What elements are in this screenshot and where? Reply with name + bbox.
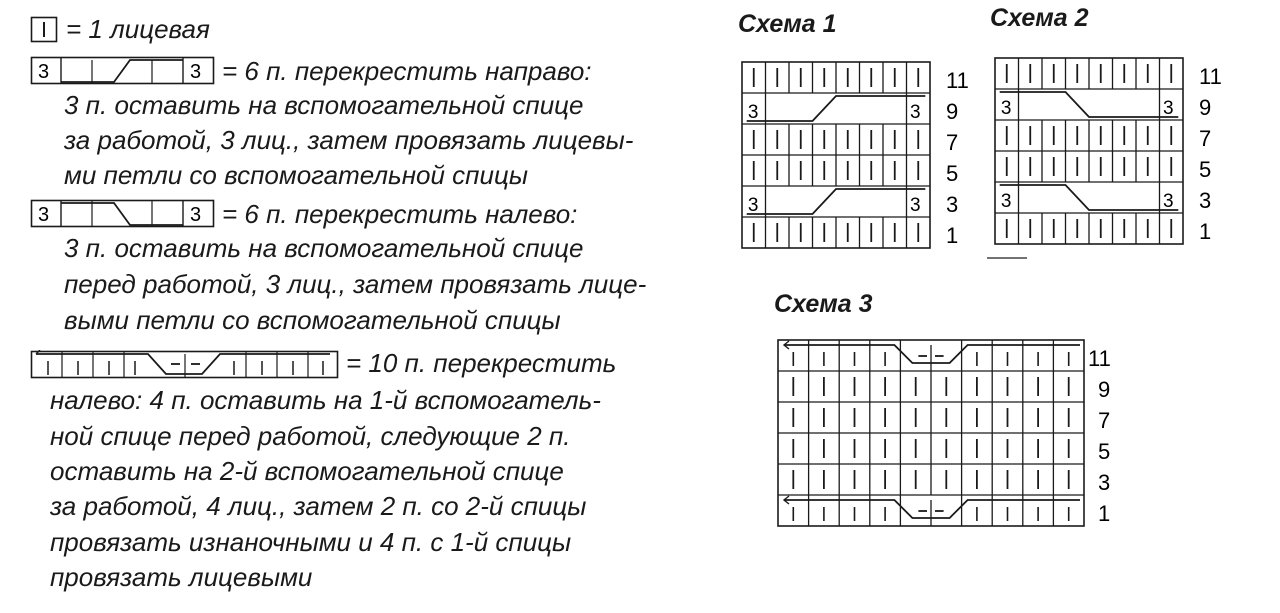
scheme-1-cable-cross: [747, 96, 926, 121]
scheme-3-row-number: 5: [1098, 439, 1111, 464]
legend-cable-left-line-1: = 6 п. перекрестить налево:: [222, 199, 578, 229]
scheme-1-cable-cross: [747, 189, 926, 214]
scheme-3-cable-cross: [784, 500, 1080, 518]
scheme-3-title: Схема 3: [774, 290, 873, 318]
svg-text:3: 3: [190, 61, 202, 83]
legend-cable-right-line-4: ми петли со вспомогательной спицы: [64, 160, 528, 190]
cable-10-symbol: [30, 350, 340, 380]
svg-text:3: 3: [190, 204, 202, 226]
scheme-3-row-number: 9: [1098, 377, 1111, 402]
scheme-2-cable-cross: [1000, 185, 1179, 210]
svg-text:3: 3: [38, 204, 50, 226]
scheme-2-cable-label-right: 3: [1163, 98, 1174, 119]
legend-cable-10-line-5: за работой, 4 лиц., затем 2 п. со 2-й спицы: [50, 491, 587, 521]
scheme-3-row-number: 3: [1098, 470, 1111, 495]
scheme-2-chart: [985, 50, 1235, 250]
scheme-1-cable-label-right: 3: [910, 195, 921, 216]
scheme-2-cable-cross: [1000, 92, 1179, 117]
legend-cable-10-line-1: = 10 п. перекрестить: [346, 348, 617, 378]
scheme-1-row-number: 11: [946, 68, 969, 93]
scheme-2-row-number: 1: [1199, 219, 1212, 244]
legend-cable-right-line-1: = 6 п. перекрестить направо:: [222, 56, 592, 86]
scheme-2-row-number: 7: [1199, 126, 1212, 151]
cable-right-symbol: [30, 56, 216, 86]
scheme-2-title: Схема 2: [990, 4, 1089, 32]
scheme-1-row-number: 1: [946, 223, 959, 248]
scheme-2-row-number: 5: [1199, 157, 1212, 182]
scheme-1-cable-label-right: 3: [910, 102, 921, 123]
legend-cable-right-line-2: 3 п. оставить на вспомогательной спице: [64, 90, 584, 120]
scheme-1-cable-label-left: 3: [747, 195, 759, 216]
scheme-1-cable-label-left: 3: [747, 102, 759, 123]
scheme-1-row-number: 9: [946, 99, 959, 124]
divider-stroke: [985, 250, 1035, 262]
scheme-2-cable-label-right: 3: [1163, 191, 1174, 212]
scheme-3-cable-cross: [784, 345, 1080, 363]
scheme-2-row-number: 11: [1199, 64, 1222, 89]
legend-cable-10-line-7: провязать лицевыми: [50, 562, 313, 592]
scheme-2-cable-label-left: 3: [1000, 98, 1012, 119]
legend-cable-10-line-3: ной спице перед работой, следующие 2 п.: [50, 421, 571, 451]
scheme-2-cable-label-left: 3: [1000, 191, 1012, 212]
scheme-1-title: Схема 1: [738, 10, 837, 38]
legend-cable-left-line-2: 3 п. оставить на вспомогательной спице: [64, 233, 584, 263]
scheme-2-row-number: 9: [1199, 95, 1212, 120]
scheme-3-row-number: 7: [1098, 408, 1111, 433]
scheme-1-row-number: 5: [946, 161, 959, 186]
scheme-1-chart: [730, 54, 980, 254]
scheme-3-chart: [770, 334, 1130, 534]
svg-text:3: 3: [38, 61, 50, 83]
legend-cable-10-line-2: налево: 4 п. оставить на 1-й вспомогатель-: [50, 385, 601, 415]
legend-cable-10-line-4: оставить на 2-й вспомогательной спице: [50, 456, 564, 486]
scheme-3-row-number: 11: [1088, 346, 1111, 371]
knit-symbol: [30, 16, 60, 44]
scheme-3-row-number: 1: [1098, 501, 1111, 526]
scheme-1-row-number: 7: [946, 130, 959, 155]
scheme-1-row-number: 3: [946, 192, 959, 217]
legend-cable-10-line-6: провязать изнаночными и 4 п. с 1-й спицы: [50, 527, 572, 557]
legend-cable-right-line-3: за работой, 3 лиц., затем провязать лицевы-: [64, 125, 634, 155]
legend-cable-left-line-4: выми петли со вспомогательной спицы: [64, 305, 561, 335]
legend-cable-left-line-3: перед работой, 3 лиц., затем провязать лице-: [64, 269, 647, 299]
cable-left-symbol: [30, 199, 216, 229]
legend-knit-text: = 1 лицевая: [66, 14, 210, 44]
scheme-2-row-number: 3: [1199, 188, 1212, 213]
